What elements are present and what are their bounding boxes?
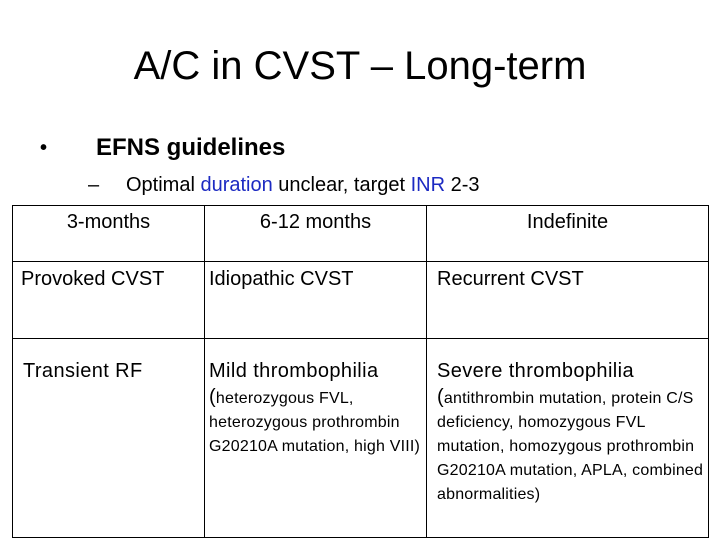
table-cell [13, 339, 205, 538]
table-cell: Provoked CVST [13, 262, 205, 339]
table-cell [427, 339, 709, 538]
table-header-cell: Indefinite [427, 206, 709, 262]
cell-main-text: Transient RF [23, 360, 143, 382]
table-header-row [13, 206, 709, 262]
cell-detail-text: (heterozygous FVL, heterozygous prothrombin G20210A mutation, high VIII) [209, 386, 421, 455]
cell-main-text: Mild thrombophilia [209, 360, 379, 382]
bullet-marker: • [40, 137, 48, 159]
cell-detail-text: (antithrombin mutation, protein C/S deficiency, homozygous FVL mutation, homozygous prothrombin G20210A mutation, APLA, combined abnormalities) [437, 386, 704, 503]
sub-bullet-part: unclear, target [272, 174, 411, 196]
table-header-cell: 3-months [13, 206, 205, 262]
sub-bullet-part-highlight: INR [410, 174, 446, 196]
table-header-cell: 6-12 months [205, 206, 427, 262]
cell-main-text: Severe thrombophilia [437, 360, 634, 382]
sub-bullet-text [126, 170, 480, 200]
table-row [13, 339, 709, 538]
sub-bullet-part-highlight: duration [200, 174, 273, 196]
table-cell [205, 339, 427, 538]
table-row [13, 262, 709, 339]
bullet-text: EFNS guidelines [96, 134, 286, 161]
sub-bullet-dash: – [88, 174, 100, 196]
table-cell: Idiopathic CVST [205, 262, 427, 339]
sub-bullet-part: 2-3 [445, 174, 480, 196]
slide-title: A/C in CVST – Long-term [133, 44, 587, 88]
sub-bullet-part: Optimal [126, 174, 201, 196]
duration-table [12, 205, 709, 538]
table-cell: Recurrent CVST [427, 262, 709, 339]
